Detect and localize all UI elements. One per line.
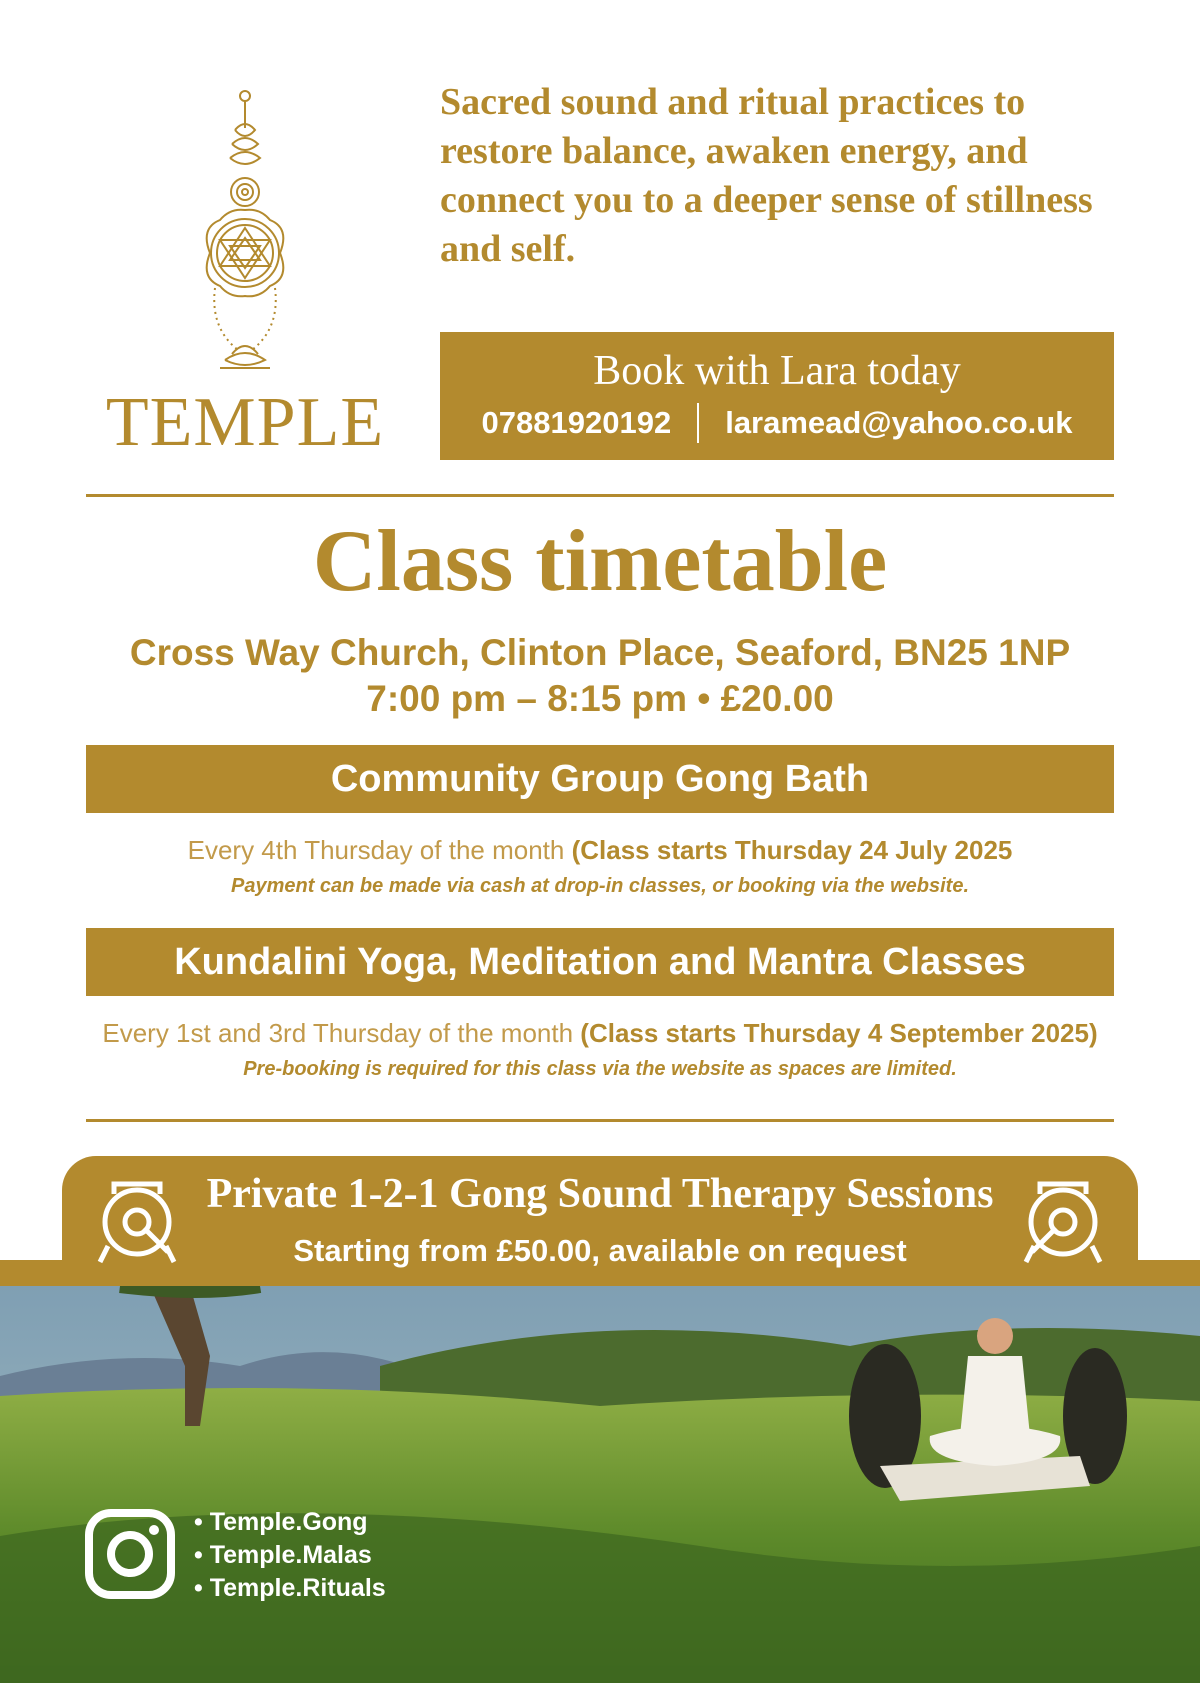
class-frequency: Every 4th Thursday of the month xyxy=(187,835,565,865)
booking-title: Book with Lara today xyxy=(593,348,961,394)
class-note-gong-bath: Payment can be made via cash at drop-in classes, or booking via the website. xyxy=(230,875,970,897)
divider-bottom xyxy=(86,1119,1114,1122)
social-handle-malas[interactable]: • Temple.Malas xyxy=(194,1541,372,1569)
class-schedule-kundalini xyxy=(0,1016,1200,1050)
time-and-price: 7:00 pm – 8:15 pm • £20.00 xyxy=(366,678,834,719)
class-start-date: (Class starts Thursday 24 July 2025 xyxy=(571,835,1013,865)
social-handles xyxy=(194,1506,386,1605)
tagline: Sacred sound and ritual practices to restore balance, awaken energy, and connect you to a deeper sense of stillness and self. xyxy=(440,81,1093,270)
private-sessions-title: Private 1-2-1 Gong Sound Therapy Sessions xyxy=(206,1171,994,1217)
instagram-icon[interactable] xyxy=(84,1508,176,1600)
social-handle-rituals[interactable]: • Temple.Rituals xyxy=(194,1574,386,1602)
class-title-kundalini: Kundalini Yoga, Meditation and Mantra Classes xyxy=(86,928,1114,996)
booking-box xyxy=(440,332,1114,460)
logo-wordmark: TEMPLE xyxy=(105,384,385,461)
class-start-date: (Class starts Thursday 4 September 2025) xyxy=(580,1018,1098,1048)
divider-top xyxy=(86,494,1114,497)
phone-number[interactable]: 07881920192 xyxy=(481,405,672,440)
gong-icon xyxy=(1018,1176,1108,1266)
class-frequency: Every 1st and 3rd Thursday of the month xyxy=(102,1018,574,1048)
class-note-kundalini: Pre-booking is required for this class via the website as spaces are limited. xyxy=(243,1058,957,1080)
class-schedule-gong-bath xyxy=(0,833,1200,867)
private-sessions-price: Starting from £50.00, available on request xyxy=(293,1233,907,1268)
meadow-photo xyxy=(0,1286,1200,1683)
gong-icon xyxy=(92,1176,182,1266)
venue-address: Cross Way Church, Clinton Place, Seaford, BN25 1NP xyxy=(129,632,1071,673)
social-handle-gong[interactable]: • Temple.Gong xyxy=(194,1508,368,1536)
email-link[interactable]: laramead@yahoo.co.uk xyxy=(725,405,1073,440)
temple-logo xyxy=(80,88,410,468)
sri-yantra-lotus-icon xyxy=(180,88,310,388)
booking-contacts xyxy=(440,400,1114,446)
timetable-title: Class timetable xyxy=(312,513,888,610)
class-title-gong-bath: Community Group Gong Bath xyxy=(86,745,1114,813)
contact-divider xyxy=(697,403,699,443)
